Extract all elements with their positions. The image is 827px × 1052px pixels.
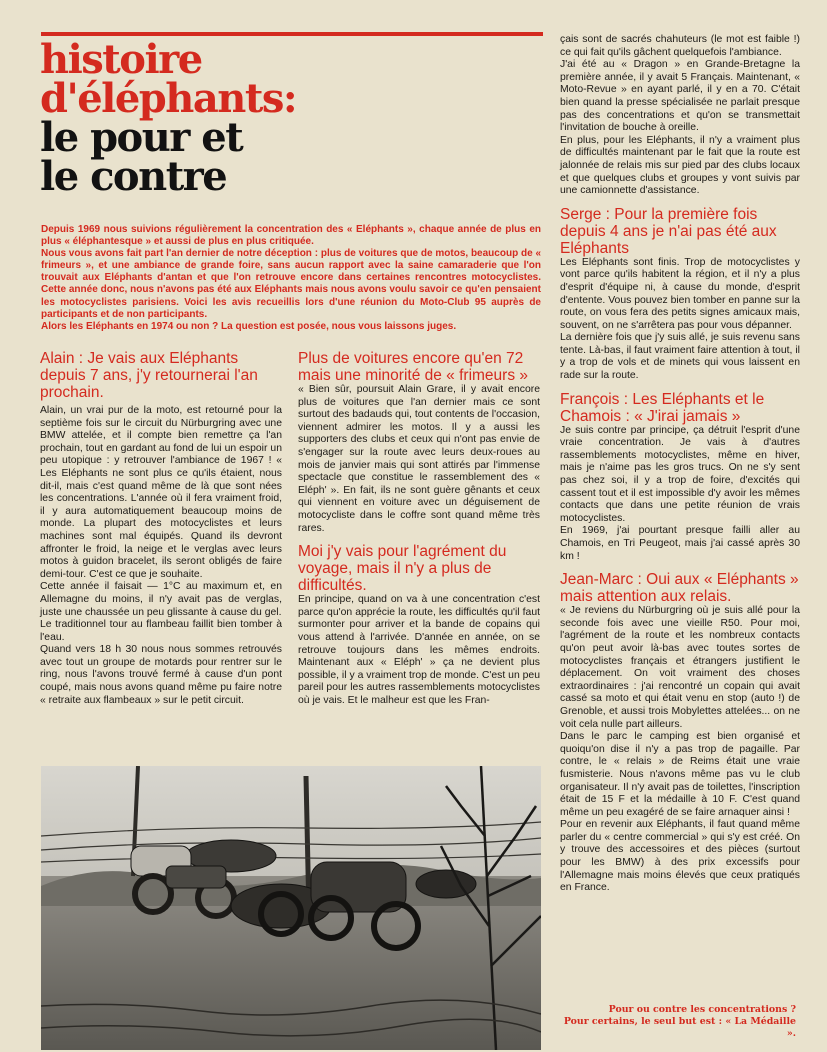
paragraph: Quand vers 18 h 30 nous nous sommes retrouvés avec tout un groupe de motards pour rentrer sur le ring, nous l'avons trouvé fermé à cause d'un pont coupé, mais nous avons quand même pu faire notre « retraite aux flambeaux » sur le petit circuit.: [40, 644, 282, 706]
heading-voitures: Plus de voitures encore qu'en 72 mais une minorité de « frimeurs »: [298, 350, 529, 384]
title-line-2: d'éléphants:: [40, 75, 297, 122]
photo-illustration: [41, 766, 541, 1050]
paragraph: çais sont de sacrés chahuteurs (le mot est faible !) ce qui fait qu'ils gâchent quelquefois l'ambiance.: [560, 34, 800, 58]
heading-jean-marc: Jean-Marc : Oui aux « Eléphants » mais attention aux relais.: [560, 571, 799, 606]
title-line-1: histoire: [40, 36, 202, 83]
caption: [556, 1004, 796, 1040]
intro-block: [41, 224, 541, 333]
photo-motorcycles-sidecars: [41, 766, 541, 1050]
paragraph: Dans le parc le camping est bien organisé et quoiqu'on dise il n'y a pas trop de pagaille. Par contre, le « relais » de Reims était une vraie fusmisterie. Nous n'avons même pas vu le club organisateur. Il n'y avait pas de toilettes, l'inscription était de 15 F et la médaille à 10 F. C'est quand même un peu exagéré de se faire arnaquer ainsi !: [560, 731, 800, 818]
paragraph: « Bien sûr, poursuit Alain Grare, il y avait encore plus de voitures que l'an dernier mais ce sont surtout des badauds qui, tout contents de l'occasion, viennent admirer les motos. Il y a aussi les supporters des clubs et ceux qui n'ont pas envie de s'engager sur la route avec leurs deux-roues au mois de janvier mais qui sont attirés par l'immense spectacle que constitue le rassemblement des « Eléph' ». En fait, ils ne sont guère gênants et ceux qui viennent en voiture avec un déguisement de motocycliste dans le coffre sont quand même très rares.: [298, 384, 540, 534]
paragraph: J'ai été au « Dragon » en Grande-Bretagne la première année, il y avait 5 Français. Maintenant, « Moto-Revue » en ayant parlé, il y en a 70. C'était bien quand la presse spécialisée ne parlait presque pas des concentrations et qu'on se transmettait l'invitation de bouche à oreille.: [560, 59, 800, 134]
paragraph: Les Eléphants sont finis. Trop de motocyclistes y vont parce qu'ils habitent la région, et il n'y a plus d'esprit d'équipe ni, à cause du monde, d'esprit d'entente. Vous pouvez bien tomber en panne sur la route, on vous fera des petits signes amicaux mais, souvent, on ne s'arrêtera pas pour vous dépanner.: [560, 256, 800, 331]
paragraph: Alain, un vrai pur de la moto, est retourné pour la septième fois sur le circuit du Nürburgring avec une BMW attelée, et il compte bien remettre ça l'an prochain, tout en gardant au fond de lui un espoir un peu utopique : y retrouver l'ambiance de 1967 ! « Les Eléphants ne sont plus ce qu'ils étaient, nous dit-il, mais c'est quand même de là que sont nées les concentrations. L'année où il fera vraiment froid, il y aura automatiquement beaucoup moins de monde. La plupart des motocyclistes et leurs machines sont mal équipés. Quand ils devront affronter le froid, la neige et le verglas avec leurs motos à guidon bracelet, ils seront obligés de faire demi-tour. C'est ce que je souhaite.: [40, 405, 282, 580]
paragraph: Je suis contre par principe, ça détruit l'esprit d'une vraie concentration. Je vais à d'autres rassemblements motocyclistes, même en hiver, mais je n'aime pas les gros trucs. On ne s'y sent pas chez soi, il y a trop de foire, d'excités qui cassent tout et il est impossible d'y avoir les mêmes contacts que dans une petite réunion de vrais motocyclistes.: [560, 424, 800, 524]
column-2: [298, 350, 540, 707]
caption-line-1: Pour ou contre les concentrations ?: [608, 1004, 796, 1015]
column-1: [40, 350, 282, 707]
intro-paragraph-2: Nous vous avons fait part l'an dernier de notre déception : plus de voitures que de motos, beaucoup de « frimeurs », et une ambiance de grande foire, sans aucun rapport avec la saine camaraderie que l'on trouvait aux Eléphants d'antan et que l'on retrouve encore dans certaines rencontres motocyclistes. Cette année donc, nous n'avons pas été aux Eléphants mais nous avons voulu savoir ce qu'en pensaient les motocyclistes parisiens. Voici les avis recueillis lors d'une réunion du Moto-Club 95 auprès de participants et de non participants.: [41, 248, 541, 320]
paragraph: « Je reviens du Nürburgring où je suis allé pour la seconde fois avec une vieille R50. Pour moi, l'agrément de la route et les nombreux contacts qu'on peut avoir là-bas avec toutes sortes de motocyclistes français et étrangers justifient le déplacement. On voit vraiment des choses extraordinaires : j'ai rencontré un copain qui avait cassé sa moto et qui était venu en stop (auto !) de Grenoble, et aussi trois Mobylettes attelées... on ne voit cela nulle part ailleurs.: [560, 605, 800, 730]
title-line-3: le pour et: [40, 114, 243, 161]
paragraph: La dernière fois que j'y suis allé, je suis revenu sans tente. Là-bas, il faut vraiment faire attention à tout, il y a trop de vols et de minets qui vous laissent en rade sur la route.: [560, 332, 800, 382]
paragraph: En 1969, j'ai pourtant presque failli aller au Chamois, en Tri Peugeot, mais j'ai cassé après 30 km !: [560, 525, 800, 562]
paragraph: Pour en revenir aux Eléphants, il faut quand même parler du « centre commercial » qui s'y est créé. On y trouve des accessoires et des pièces (surtout pour les BMW) à des prix excessifs pour l'Allemagne mais moins élevés que ceux pratiqués en France.: [560, 819, 800, 894]
heading-agrement: Moi j'y vais pour l'agrément du voyage, mais il n'y a plus de difficultés.: [298, 543, 507, 595]
paragraph: Le traditionnel tour au flambeau faillit bien tomber à l'eau.: [40, 619, 282, 643]
intro-question: Alors les Eléphants en 1974 ou non ? La question est posée, nous vous laissons juges.: [41, 320, 457, 332]
heading-serge: Serge : Pour la première fois depuis 4 ans je n'ai pas été aux Eléphants: [560, 205, 777, 257]
paragraph: En plus, pour les Eléphants, il n'y a vraiment plus de difficultés maintenant par le fait que la route est jalonnée de relais mis sur pied par des clubs locaux et que quelques clubs et groupes y vont suivis par une camionnette d'assistance.: [560, 134, 800, 197]
heading-francois: François : Les Eléphants et le Chamois : « J'irai jamais »: [560, 390, 765, 425]
column-3: [560, 34, 800, 895]
title-line-4: le contre: [40, 153, 227, 200]
paragraph: Cette année il faisait — 1°C au maximum et, en Allemagne du moins, il n'y avait pas de verglas, juste une chaussée un peu glissante à cause du gel.: [40, 581, 282, 618]
intro-paragraph-1: Depuis 1969 nous suivions régulièrement la concentration des « Eléphants », chaque année de plus en plus « éléphantesque » et aussi de plus en plus critiquée.: [41, 224, 541, 248]
heading-alain: Alain : Je vais aux Eléphants depuis 7 ans, j'y retournerai l'an prochain.: [40, 350, 258, 401]
paragraph: En principe, quand on va à une concentration c'est parce qu'on apprécie la route, les difficultés qu'il faut surmonter pour arriver et la bande de copains qui vous attend à l'arrivée. D'année en année, on se retrouve toujours dans les mêmes endroits. Maintenant aux « Eléph' » ça ne devient plus possible, il y a vraiment trop de monde. C'est un peu pareil pour les autres rassemblements motocyclistes où je vais. Et le malheur est que les Fran-: [298, 594, 540, 706]
article-title: [40, 36, 540, 200]
caption-line-2: Pour certains, le seul but est : « La Médaille ».: [563, 1016, 796, 1039]
